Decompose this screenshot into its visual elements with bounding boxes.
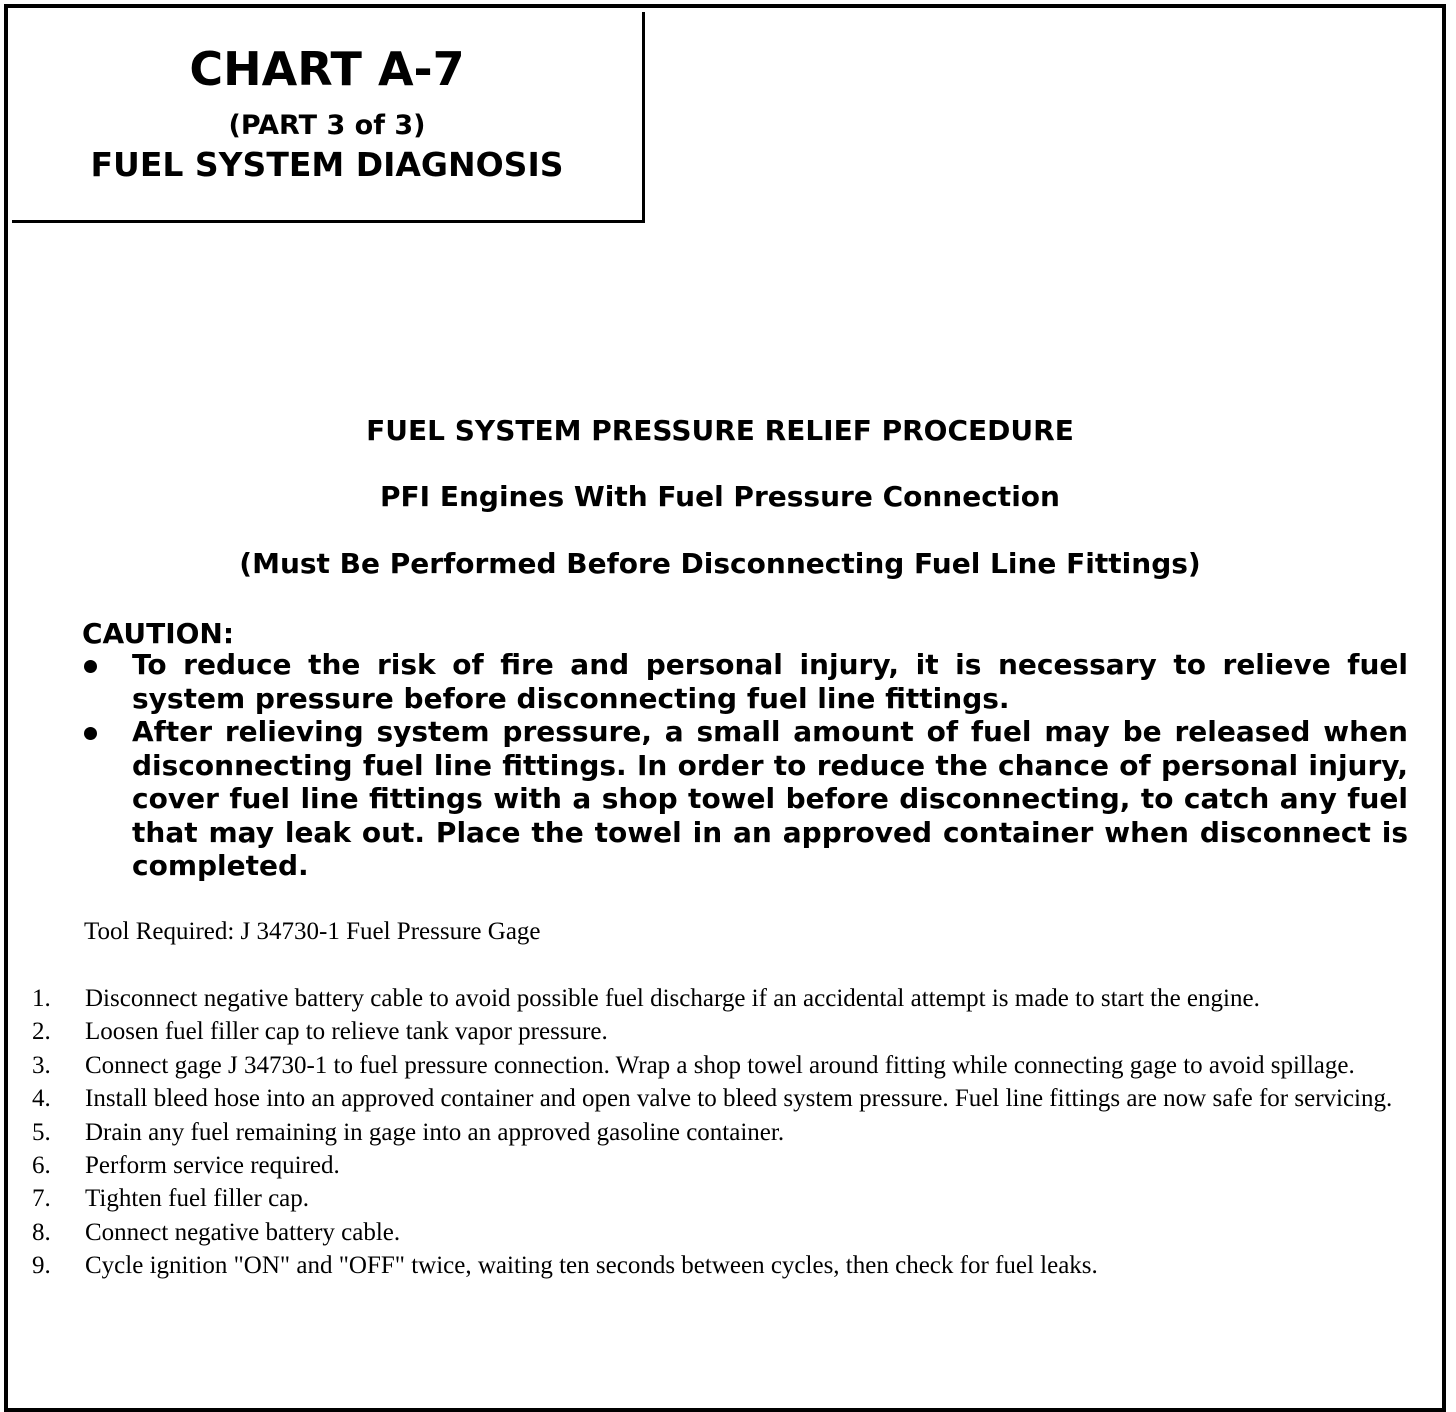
step-text: Tighten fuel filler cap. <box>85 1185 310 1213</box>
procedure-title: FUEL SYSTEM PRESSURE RELIEF PROCEDURE <box>366 414 1074 447</box>
procedure-engines: PFI Engines With Fuel Pressure Connection <box>380 480 1060 513</box>
step-item <box>32 1082 1408 1115</box>
step-item <box>32 982 1408 1015</box>
caution-label: CAUTION: <box>82 617 235 650</box>
step-text: Cycle ignition "ON" and "OFF" twice, waiting ten seconds between cycles, then check for fuel leaks. <box>85 1252 1098 1280</box>
chart-subtitle: FUEL SYSTEM DIAGNOSIS <box>90 145 564 184</box>
step-text: Disconnect negative battery cable to avoid possible fuel discharge if an accidental attempt is made to start the engine. <box>85 985 1260 1012</box>
step-text: Drain any fuel remaining in gage into an approved gasoline container. <box>85 1118 785 1146</box>
tool-required: Tool Required: J 34730-1 Fuel Pressure Gage <box>84 918 541 945</box>
bullet-icon <box>84 727 97 740</box>
procedure-note: (Must Be Performed Before Disconnecting Fuel Line Fittings) <box>239 547 1201 580</box>
caution-item-text: To reduce the risk of fire and personal injury, it is necessary to relieve fuel system pressure before disconnecting fuel line fittings. <box>132 648 1408 715</box>
step-number: 6. <box>32 1152 51 1180</box>
caution-item <box>84 648 1408 715</box>
chart-title-box <box>12 12 645 223</box>
step-number: 3. <box>32 1051 51 1079</box>
step-item <box>32 1216 1408 1249</box>
step-number: 2. <box>32 1018 51 1046</box>
step-item <box>32 1149 1408 1182</box>
step-item <box>32 1116 1408 1149</box>
step-text: Connect gage J 34730-1 to fuel pressure connection. Wrap a shop towel around fitting while connecting gage to avoid spillage. <box>85 1051 1355 1079</box>
step-text: Perform service required. <box>85 1152 340 1180</box>
caution-item-text: After relieving system pressure, a small amount of fuel may be released when disconnecting fuel line fittings. In order to reduce the chance of personal injury, cover fuel line fittings with a shop towel before disconnecting, to catch any fuel that may leak out. Place the towel in an approved container when disconnect is completed. <box>132 715 1408 882</box>
step-number: 9. <box>32 1252 51 1280</box>
chart-title: CHART A-7 <box>189 42 465 96</box>
caution-item <box>84 715 1408 883</box>
step-number: 5. <box>32 1118 51 1146</box>
step-text: Connect negative battery cable. <box>85 1218 401 1246</box>
step-item <box>32 1249 1408 1282</box>
step-number: 1. <box>32 985 51 1012</box>
step-item <box>32 1049 1408 1082</box>
step-item <box>32 1015 1408 1048</box>
step-number: 8. <box>32 1218 51 1246</box>
step-number: 4. <box>32 1085 51 1113</box>
step-text: Install bleed hose into an approved container and open valve to bleed system pressure. Fuel line fittings are now safe for servicing. <box>85 1085 1393 1113</box>
steps-list <box>32 982 1408 1283</box>
step-number: 7. <box>32 1185 51 1213</box>
bullet-icon <box>84 660 97 673</box>
step-text: Loosen fuel filler cap to relieve tank vapor pressure. <box>85 1018 608 1046</box>
step-item <box>32 1182 1408 1215</box>
chart-part: (PART 3 of 3) <box>228 110 426 141</box>
